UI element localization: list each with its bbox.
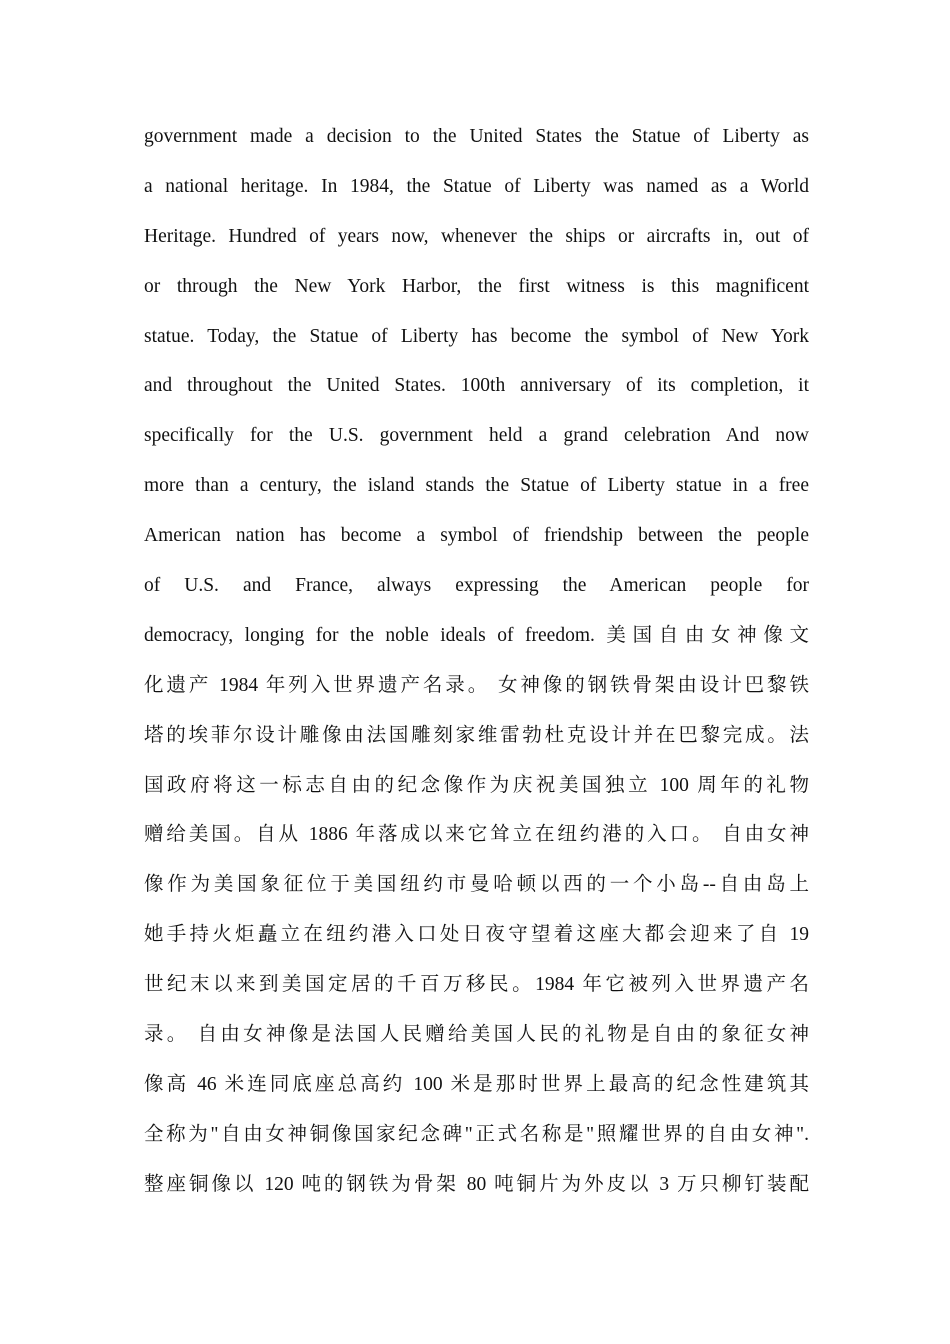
text-line: Heritage. Hundred of years now, whenever the ships or aircrafts in, out of bbox=[144, 225, 809, 247]
text-line: specifically for the U.S. government held a grand celebration And now bbox=[144, 425, 809, 447]
text-line: government made a decision to the United States the Statue of Liberty as bbox=[144, 126, 809, 147]
text-line: 整座铜像以 120 吨的钢铁为骨架 80 吨铜片为外皮以 3 万只柳钉装配 bbox=[144, 1173, 809, 1195]
body-text bbox=[144, 112, 809, 1210]
text-line: or through the New York Harbor, the first witness is this magnificent bbox=[144, 275, 809, 297]
text-line: 像作为美国象征位于美国纽约市曼哈顿以西的一个小岛--自由岛上 bbox=[144, 874, 809, 896]
text-line: a national heritage. In 1984, the Statue of Liberty was named as a World bbox=[144, 175, 809, 197]
text-line: 全称为"自由女神铜像国家纪念碑"正式名称是"照耀世界的自由女神". bbox=[144, 1123, 809, 1145]
text-line: 赠给美国。自从 1886 年落成以来它耸立在纽约港的入口。 自由女神 bbox=[144, 824, 809, 846]
text-line: and throughout the United States. 100th anniversary of its completion, it bbox=[144, 375, 809, 397]
text-line: American nation has become a symbol of friendship between the people bbox=[144, 525, 809, 547]
text-line: democracy, longing for the noble ideals of freedom. 美国自由女神像文 bbox=[144, 624, 809, 646]
text-line: 世纪末以来到美国定居的千百万移民。1984 年它被列入世界遗产名 bbox=[144, 974, 809, 996]
text-line: 化遗产 1984 年列入世界遗产名录。 女神像的钢铁骨架由设计巴黎铁 bbox=[144, 674, 809, 696]
text-line: of U.S. and France, always expressing the American people for bbox=[144, 575, 809, 597]
text-line: 她手持火炬矗立在纽约港入口处日夜守望着这座大都会迎来了自 19 bbox=[144, 924, 809, 946]
text-line: statue. Today, the Statue of Liberty has become the symbol of New York bbox=[144, 325, 809, 347]
text-line: 录。 自由女神像是法国人民赠给美国人民的礼物是自由的象征女神 bbox=[144, 1024, 809, 1046]
text-line: 塔的埃菲尔设计雕像由法国雕刻家维雷勃杜克设计并在巴黎完成。法 bbox=[144, 724, 809, 746]
text-line: more than a century, the island stands the Statue of Liberty statue in a free bbox=[144, 475, 809, 497]
text-line: 国政府将这一标志自由的纪念像作为庆祝美国独立 100 周年的礼物 bbox=[144, 774, 809, 796]
text-line: 像高 46 米连同底座总高约 100 米是那时世界上最高的纪念性建筑其 bbox=[144, 1073, 809, 1095]
